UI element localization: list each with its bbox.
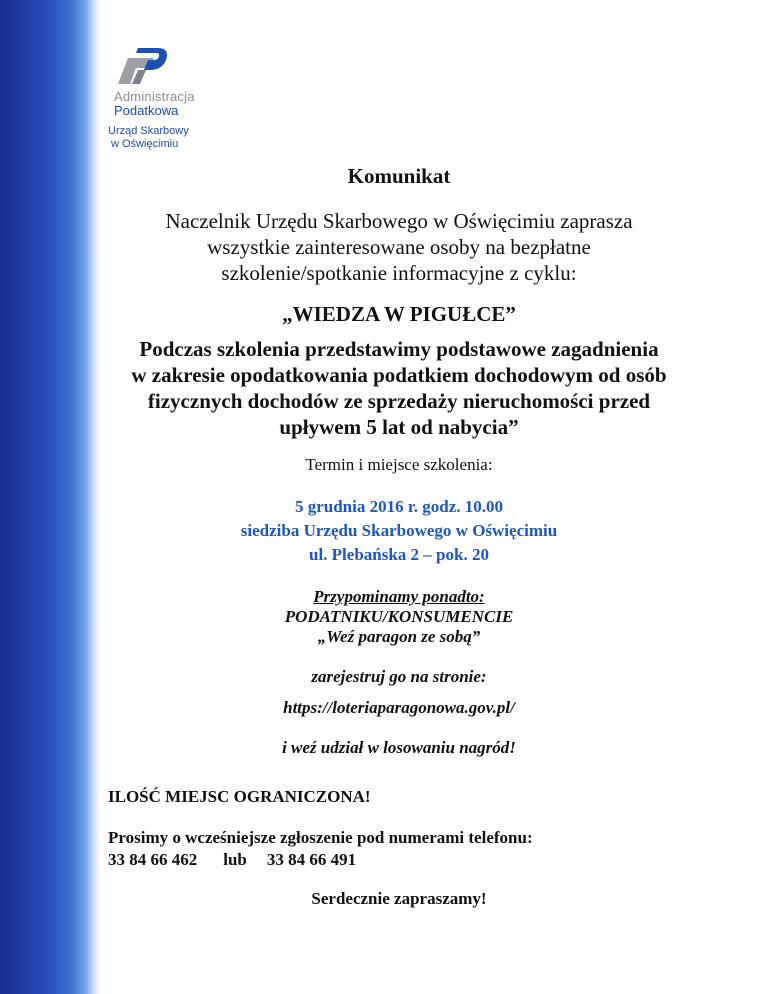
register-text: zarejestruj go na stronie: — [311, 667, 487, 686]
office-name-line2: w Oświęcimiu — [111, 138, 179, 150]
logo-brand-line2: Podatkowa — [114, 103, 179, 118]
prize-text: i weź udział w losowaniu nagród! — [282, 738, 516, 757]
term-label: Termin i miejsce szkolenia: — [305, 455, 493, 474]
request-text: Prosimy o wcześniejsze zgłoszenie pod numerami telefonu: — [108, 828, 533, 847]
reminder-heading: Przypominamy ponadto: — [313, 587, 485, 606]
reminder-audience: PODATNIKU/KONSUMENCIE — [284, 607, 514, 626]
logo-emblem-icon — [114, 44, 174, 86]
intro-line: Naczelnik Urzędu Skarbowego w Oświęcimiu zaprasza — [165, 209, 633, 233]
lottery-url-link[interactable]: https://loteriaparagonowa.gov.pl/ — [283, 698, 515, 717]
reminder-block — [94, 587, 704, 647]
or-separator: lub — [223, 850, 247, 869]
description-line: fizycznych dochodów ze sprzedaży nieruchomości przed — [147, 389, 651, 413]
phone-number[interactable]: 33 84 66 462 — [108, 850, 198, 869]
reminder-slogan: „Weź paragon ze sobą” — [317, 627, 481, 646]
notice-title: Komunikat — [347, 164, 451, 188]
limited-seats-notice: ILOŚĆ MIEJSC OGRANICZONA! — [108, 787, 371, 806]
registration-request — [108, 827, 533, 871]
event-name: „WIEDZA W PIGUŁCE” — [282, 302, 516, 326]
intro-line: szkolenie/spotkanie informacyjne z cyklu: — [221, 261, 577, 285]
event-details — [94, 495, 704, 567]
decorative-side-band — [0, 0, 94, 994]
phone-numbers — [108, 849, 533, 871]
description-line: w zakresie opodatkowania podatkiem dochodowym od osób — [131, 363, 667, 387]
description-line: Podczas szkolenia przedstawimy podstawowe zagadnienia — [139, 337, 659, 361]
closing-text: Serdecznie zapraszamy! — [311, 889, 487, 908]
logo-brand-line1: Administracja — [114, 89, 195, 104]
event-address: ul. Plebańska 2 – pok. 20 — [309, 545, 489, 564]
office-name-line1: Urząd Skarbowy — [108, 125, 189, 137]
intro-line: wszystkie zainteresowane osoby na bezpłatne — [207, 235, 591, 259]
event-description — [94, 336, 704, 440]
event-date: 5 grudnia 2016 r. godz. 10.00 — [294, 497, 504, 516]
description-line: upływem 5 lat od nabycia” — [279, 415, 519, 439]
tax-administration-logo — [108, 44, 238, 154]
event-place: siedziba Urzędu Skarbowego w Oświęcimiu — [240, 521, 558, 540]
intro-paragraph — [94, 208, 704, 286]
phone-number[interactable]: 33 84 66 491 — [266, 850, 357, 869]
